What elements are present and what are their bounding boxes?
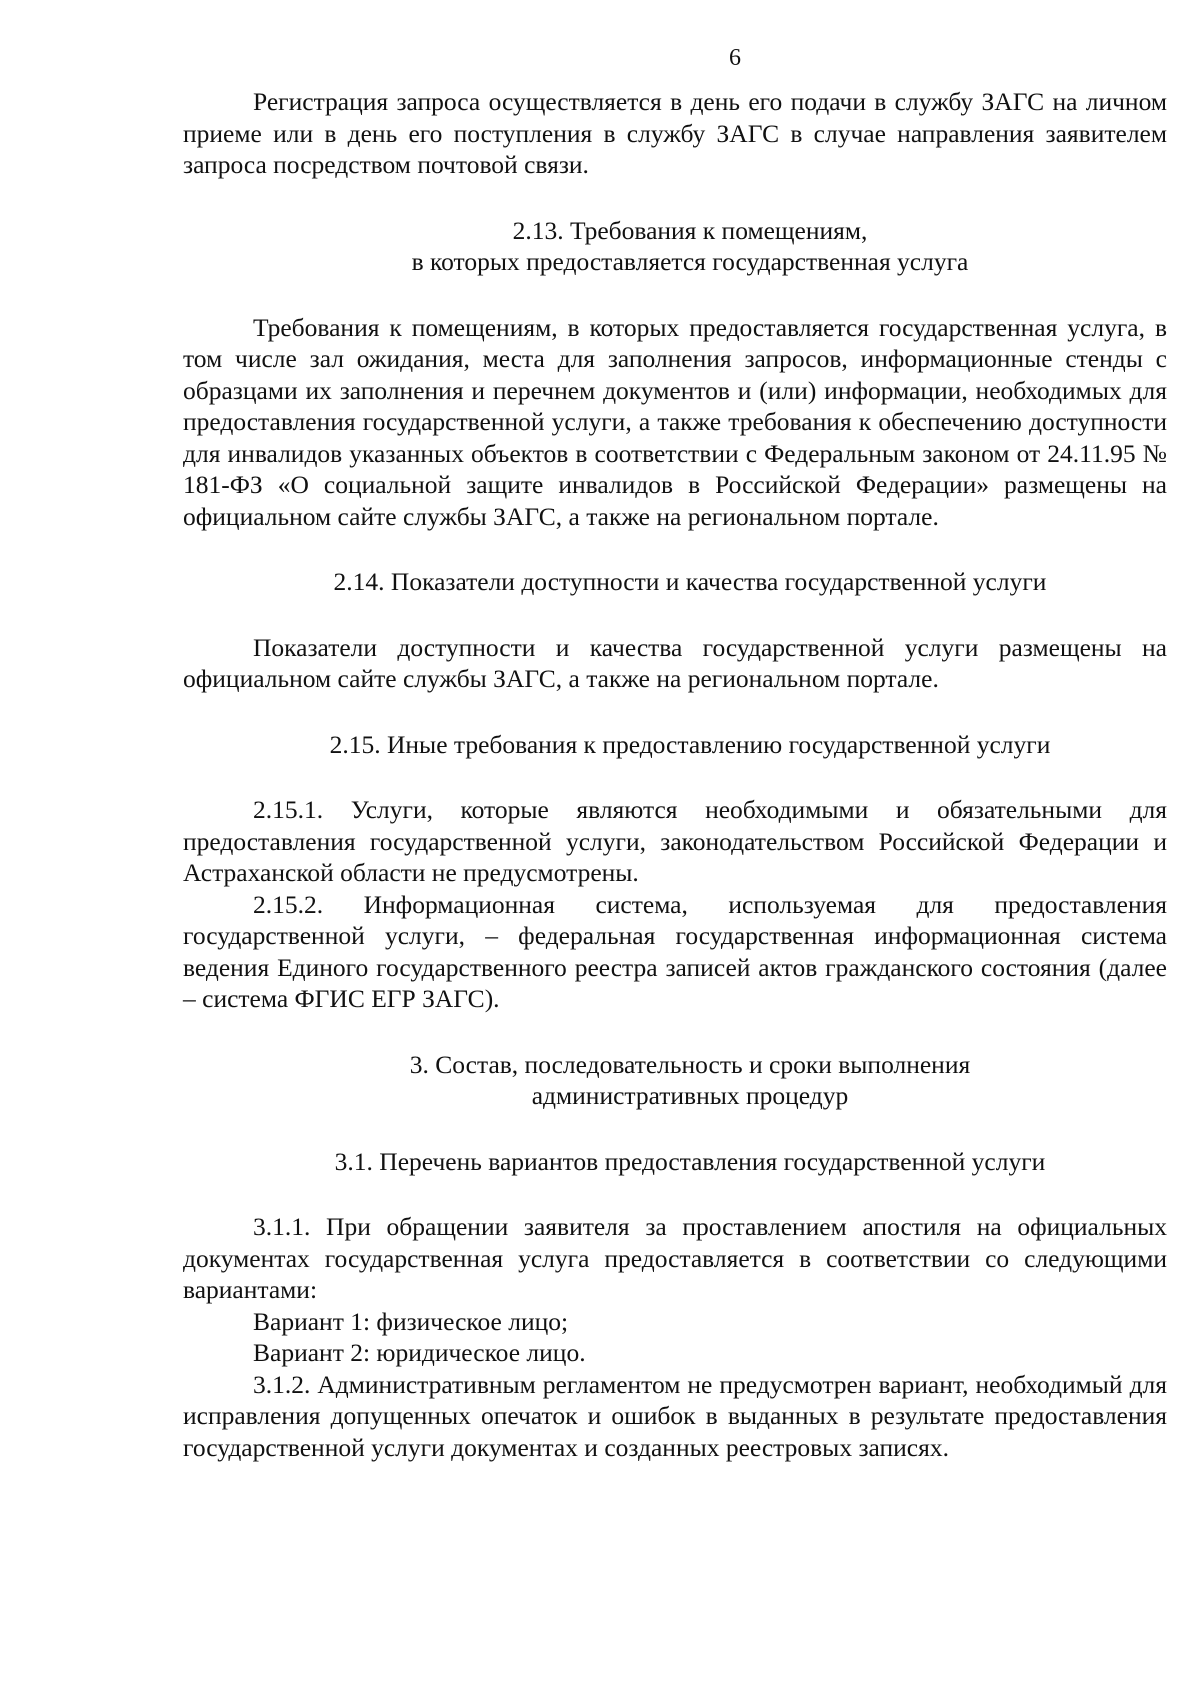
heading-2-15: 2.15. Иные требования к предоставлению государственной услуги	[329, 729, 1051, 759]
heading-2-13-line2: в которых предоставляется государственная услуга	[411, 247, 969, 276]
variant-1: Вариант 1: физическое лицо;	[253, 1306, 569, 1336]
paragraph-2-15-2: 2.15.2. Информационная система, используемая для предоставления государственной услуги, – федеральная государственная информационная система ведения Единого государственного реестра записей актов гражданского состояния (далее – система ФГИС ЕГР ЗАГС).	[183, 889, 1167, 1013]
paragraph-3-1-2: 3.1.2. Административным регламентом не предусмотрен вариант, необходимый для исправления допущенных опечаток и ошибок в выданных в результате предоставления государственной услуги документах и созданных реестровых записях.	[183, 1369, 1167, 1462]
variant-2: Вариант 2: юридическое лицо.	[253, 1338, 586, 1367]
heading-3-line2: административных процедур	[531, 1081, 849, 1110]
heading-3-1: 3.1. Перечень вариантов предоставления государственной услуги	[334, 1146, 1046, 1176]
heading-2-14: 2.14. Показатели доступности и качества государственной услуги	[333, 567, 1047, 596]
paragraph-2-13-body: Требования к помещениям, в которых предоставляется государственная услуга, в том числе зал ожидания, места для заполнения запросов, информационные стенды с образцами их заполнения и перечнем документов и (или) информации, необходимых для предоставления государственной услуги, а также требования к обеспечению доступности для инвалидов указанных объектов в соответствии с Федеральным законом от 24.11.95 № 181-ФЗ «О социальной защите инвалидов в Российской Федерации» размещены на официальном сайте службы ЗАГС, а также на региональном портале.	[183, 312, 1167, 531]
page-number: 6	[729, 45, 741, 71]
paragraph-3-1-1: 3.1.1. При обращении заявителя за проставлением апостиля на официальных документах государственная услуга предоставляется в соответствии со следующими вариантами:	[183, 1212, 1167, 1304]
heading-2-13-line1: 2.13. Требования к помещениям,	[512, 215, 868, 245]
document-page	[183, 44, 1167, 1463]
paragraph-2-15-1: 2.15.1. Услуги, которые являются необходимыми и обязательными для предоставления государственной услуги, законодательством Российской Федерации и Астраханской области не предусмотрены.	[183, 795, 1167, 887]
paragraph-registration: Регистрация запроса осуществляется в день его подачи в службу ЗАГС на личном приеме или в день его поступления в службу ЗАГС в случае направления заявителем запроса посредством почтовой связи.	[183, 87, 1167, 179]
heading-3-line1: 3. Состав, последовательность и сроки выполнения	[409, 1049, 971, 1079]
paragraph-2-14-body: Показатели доступности и качества государственной услуги размещены на официальном сайте службы ЗАГС, а также на региональном портале.	[183, 632, 1167, 693]
